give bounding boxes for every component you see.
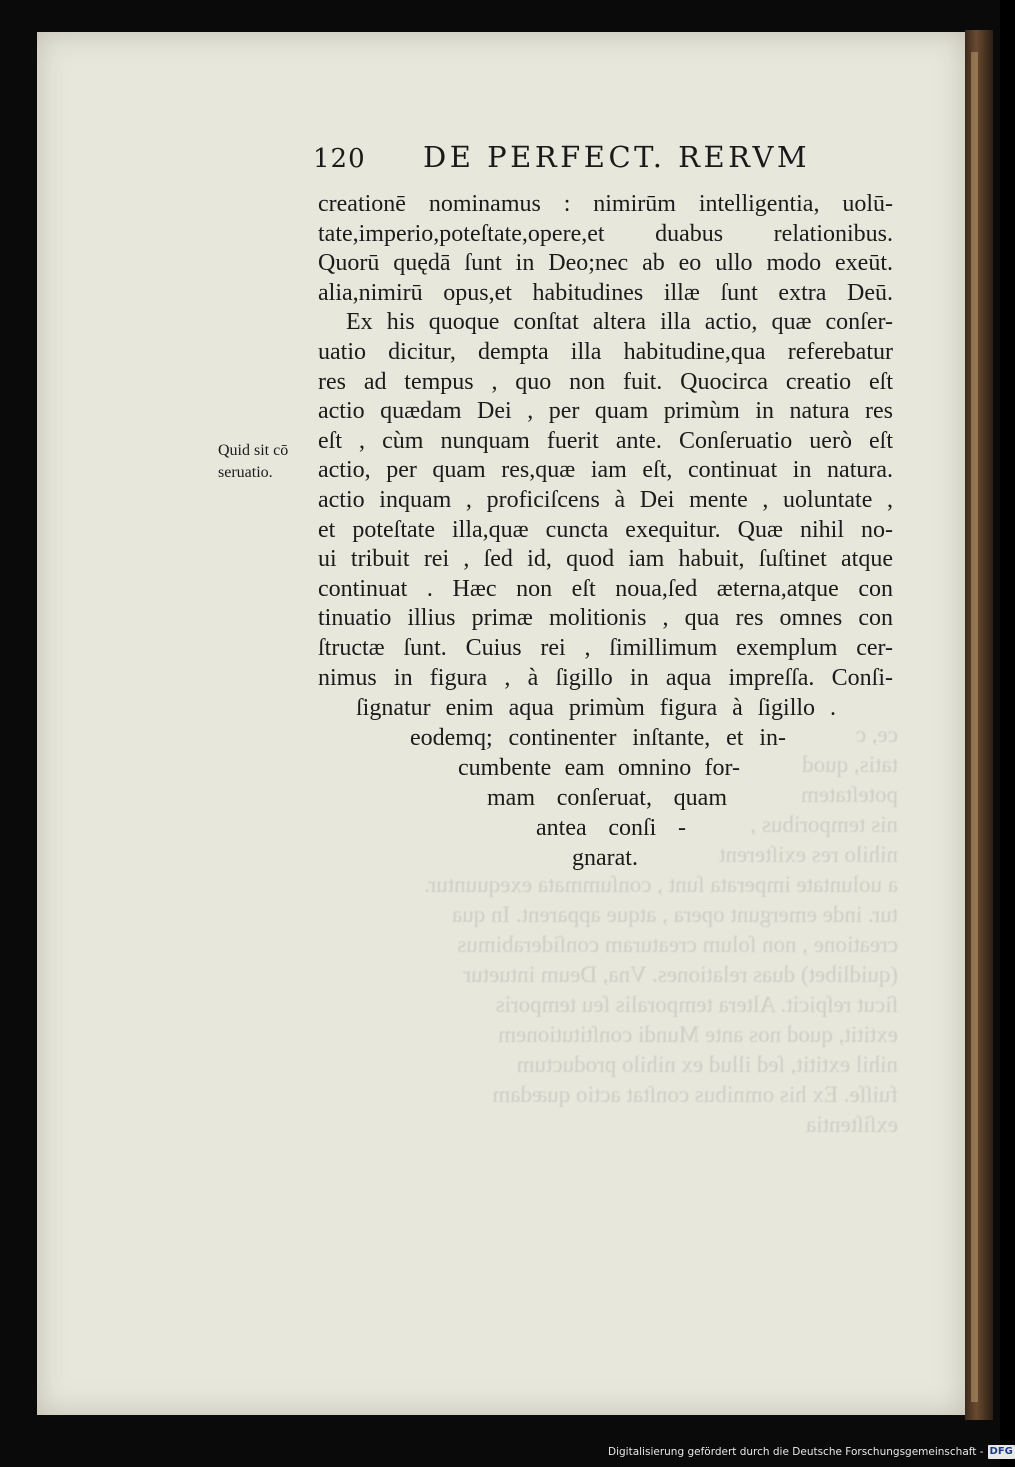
body-line: Ex his quoque conſtat altera illa actio, quæ conſer-: [346, 309, 893, 336]
show-through-line: nihil extitit, ſed illud ex nihilo productum: [516, 1052, 898, 1077]
show-through-line: ſicut reſpicit. Altera temporalis ſeu temporis: [495, 992, 898, 1017]
marginal-note-line: Quid sit cō: [218, 442, 289, 459]
body-line: alia,nimirū opus,et habitudines illæ ſunt extra Deū.: [318, 279, 893, 306]
marginal-note: [218, 440, 312, 484]
show-through-line: creatione , non ſolum creaturam conſiderabimus: [457, 932, 898, 957]
show-through-line: poteſtatem: [800, 782, 898, 807]
body-text: [318, 190, 893, 693]
body-line: ſtructæ ſunt. Cuius rei , ſimillimum exemplum cer-: [318, 634, 893, 661]
show-through-line: extitit, quod nos ante Mundi conſtitutionem: [498, 1022, 898, 1047]
tail-line: cumbente eam omnino for-: [458, 755, 740, 781]
tail-line: mam conſeruat, quam: [487, 785, 727, 811]
show-through-line: exſiſtentia: [806, 1112, 898, 1137]
show-through-line: tatis, quod: [802, 752, 898, 777]
book-edge-highlight: [971, 52, 978, 1402]
tail-line: ſignatur enim aqua primùm figura à ſigillo .: [356, 695, 836, 721]
show-through-line: a uoluntate imperata ſunt , conſummata exequuntur.: [424, 872, 898, 897]
body-line: actio inquam , proficiſcens à Dei mente , uoluntate ,: [318, 486, 893, 513]
body-line: tate,imperio,poteſtate,opere,et duabus relationibus.: [318, 220, 893, 247]
body-line: res ad tempus , quo non fuit. Quocirca creatio eſt: [318, 368, 893, 395]
digitization-footer: [608, 1443, 1015, 1461]
body-line: eſt , cùm nunquam fuerit ante. Conſeruatio uerò eſt: [318, 427, 893, 454]
body-line: Quorū quędā ſunt in Deo;nec ab eo ullo modo exeūt.: [318, 250, 893, 277]
tail-line: antea conſi -: [536, 815, 686, 841]
body-line: continuat . Hæc non eſt noua,ſed æterna,atque con: [318, 575, 893, 602]
tail-line: eodemq; continenter inſtante, et in-: [410, 725, 786, 751]
body-line: actio quædam Dei , per quam primùm in natura res: [318, 398, 893, 425]
show-through-line: ce, c: [855, 722, 898, 747]
marginal-note-line: seruatio.: [218, 464, 273, 481]
book-edge: [965, 30, 993, 1420]
body-line: actio, per quam res,quæ iam eſt, continuat in natura.: [318, 457, 893, 484]
body-line: et poteſtate illa,quæ cuncta exequitur. Quæ nihil no-: [318, 516, 893, 543]
show-through-line: fuiſſe. Ex his omnibus conſtat actio quædam: [492, 1082, 898, 1107]
page-header: [313, 140, 810, 180]
show-through-line: nihilo res exiſterent: [719, 842, 898, 867]
body-line: ui tribuit rei , ſed id, quod iam habuit, ſuſtinet atque: [318, 546, 893, 573]
body-line: uatio dicitur, dempta illa habitudine,qua referebatur: [318, 338, 893, 365]
footer-text: Digitalisierung gefördert durch die Deutsche Forschungsgemeinschaft -: [608, 1446, 984, 1458]
running-head: DE PERFECT. RERVM: [423, 140, 811, 174]
show-through-line: nis temporibus ,: [750, 812, 898, 837]
body-line: creationē nominamus : nimirūm intelligentia, uolū-: [318, 191, 893, 217]
dfg-logo-icon: DFG: [989, 1446, 1013, 1457]
show-through-line: tur. inde emergunt opera , atque apparent. In qua: [452, 902, 898, 927]
tail-line: gnarat.: [572, 845, 638, 871]
show-through-line: (quidlibet) duas relationes. Vna, Deum intuetur: [463, 962, 898, 987]
body-line: nimus in figura , à ſigillo in aqua impreſſa. Conſi-: [318, 664, 893, 691]
body-line: tinuatio illius primæ molitionis , qua res omnes con: [318, 605, 893, 632]
page-number: 120: [313, 144, 366, 174]
